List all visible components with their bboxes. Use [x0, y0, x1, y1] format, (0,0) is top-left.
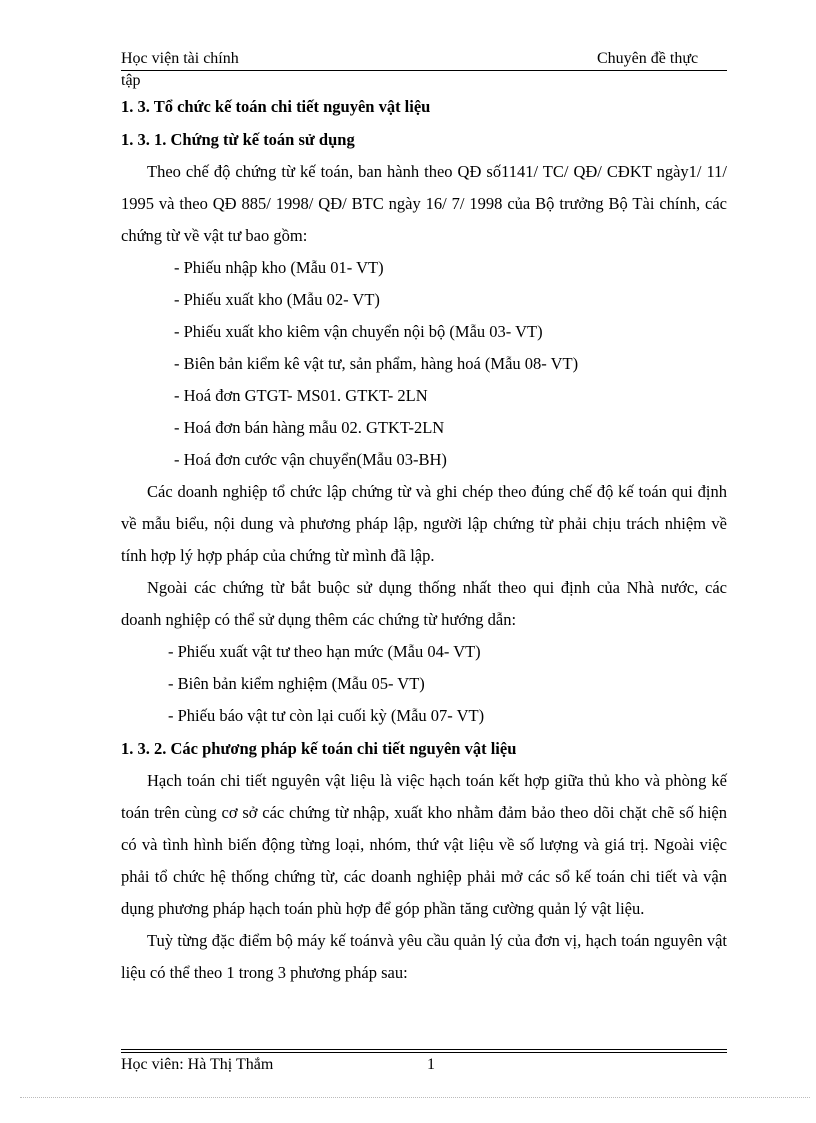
paragraph-line: liệu về số lượng và giá trị. Ngoài việc phải tổ chức hệ thống chứng từ, các: [121, 835, 727, 886]
list-item: - Phiếu xuất vật tư theo hạn mức (Mẫu 04- VT): [168, 642, 481, 661]
header-rule: [121, 70, 727, 71]
paragraph-line: phải chịu trách nhiệm về tính hợp lý hợp pháp của chứng từ mình đã lập.: [121, 514, 728, 565]
section-heading-1-3-2: 1. 3. 2. Các phương pháp kế toán chi tiết nguyên vật liệu: [121, 739, 517, 758]
list-item: - Hoá đơn bán hàng mẫu 02. GTKT-2LN: [174, 418, 445, 437]
header-report-type: Chuyên đề thực: [597, 50, 699, 67]
paragraph-responsibility: [121, 476, 727, 572]
page-number: 1: [427, 1056, 435, 1073]
paragraph-line: nước, các doanh nghiệp có thể sử dụng thêm các chứng từ hướng dẫn:: [121, 578, 728, 629]
section-heading-1-3: 1. 3. Tổ chức kế toán chi tiết nguyên vật liệu: [121, 97, 431, 116]
paragraph-line: theo dõi chặt chẽ số hiện có và tình hình biến động từng loại, nhóm, thứ vật: [121, 803, 728, 854]
paragraph-line: phòng kế toán trên cùng cơ sở các chứng từ nhập, xuất kho nhằm đảm bảo: [121, 771, 728, 822]
section-heading-1-3-1: 1. 3. 1. Chứng từ kế toán sử dụng: [121, 130, 355, 149]
paragraph-line: Hạch toán chi tiết nguyên vật liệu là việc hạch toán kết hợp giữa thủ kho và: [147, 771, 661, 790]
paragraph-line: trưởng Bộ Tài chính, các chứng từ về vật tư bao gồm:: [121, 194, 728, 245]
header-report-type-wrap: tập: [121, 72, 141, 89]
list-item: - Phiếu nhập kho (Mẫu 01- VT): [174, 258, 384, 277]
paragraph-intro: [121, 156, 727, 252]
header-institution: Học viện tài chính: [121, 50, 239, 67]
list-item: - Hoá đơn GTGT- MS01. GTKT- 2LN: [174, 386, 428, 405]
paragraph-optional-docs: [121, 572, 727, 636]
paragraph-line: Các doanh nghiệp tổ chức lập chứng từ và ghi chép theo đúng chế độ kế: [147, 482, 634, 501]
list-item: - Phiếu xuất kho (Mẫu 02- VT): [174, 290, 380, 309]
list-item: - Biên bản kiểm nghiệm (Mẫu 05- VT): [168, 674, 425, 693]
paragraph-line: toán phù hợp để góp phần tăng cường quản lý vật liệu.: [284, 899, 645, 918]
footer-rule-bottom: [121, 1052, 727, 1053]
paragraph-line: toán qui định về mẫu biểu, nội dung và phương pháp lập, người lập chứng từ: [121, 482, 728, 533]
paragraph-line: Theo chế độ chứng từ kế toán, ban hành theo QĐ số1141/ TC/ QĐ/ CĐKT: [147, 162, 652, 181]
page-bottom-border: [20, 1097, 810, 1098]
list-item: - Phiếu xuất kho kiêm vận chuyển nội bộ (Mẫu 03- VT): [174, 322, 543, 341]
main-content: [121, 90, 727, 989]
list-item: - Biên bản kiểm kê vật tư, sản phẩm, hàng hoá (Mẫu 08- VT): [174, 354, 579, 373]
footer-rule-top: [121, 1049, 727, 1050]
paragraph-detailed-accounting: [121, 765, 727, 925]
paragraph-line: Tuỳ từng đặc điểm bộ máy kế toánvà yêu cầu quản lý của đơn vị, hạch toán: [147, 931, 650, 950]
paragraph-line: ngày1/ 11/ 1995 và theo QĐ 885/ 1998/ QĐ/ BTC ngày 16/ 7/ 1998 của Bộ: [121, 162, 727, 213]
footer-student: Học viên: Hà Thị Thắm: [121, 1056, 274, 1073]
list-item: - Hoá đơn cước vận chuyển(Mẫu 03-BH): [174, 450, 447, 469]
list-item: - Phiếu báo vật tư còn lại cuối kỳ (Mẫu 07- VT): [168, 706, 485, 725]
paragraph-line: Ngoài các chứng từ bắt buộc sử dụng thống nhất theo qui định của Nhà: [147, 578, 655, 597]
paragraph-line: nguyên vật liệu có thể theo 1 trong 3 phương pháp sau:: [121, 931, 728, 982]
paragraph-line: doanh nghiệp phải mở các sổ kế toán chi tiết và vận dụng phương pháp hạch: [121, 867, 727, 918]
paragraph-methods: [121, 925, 727, 989]
